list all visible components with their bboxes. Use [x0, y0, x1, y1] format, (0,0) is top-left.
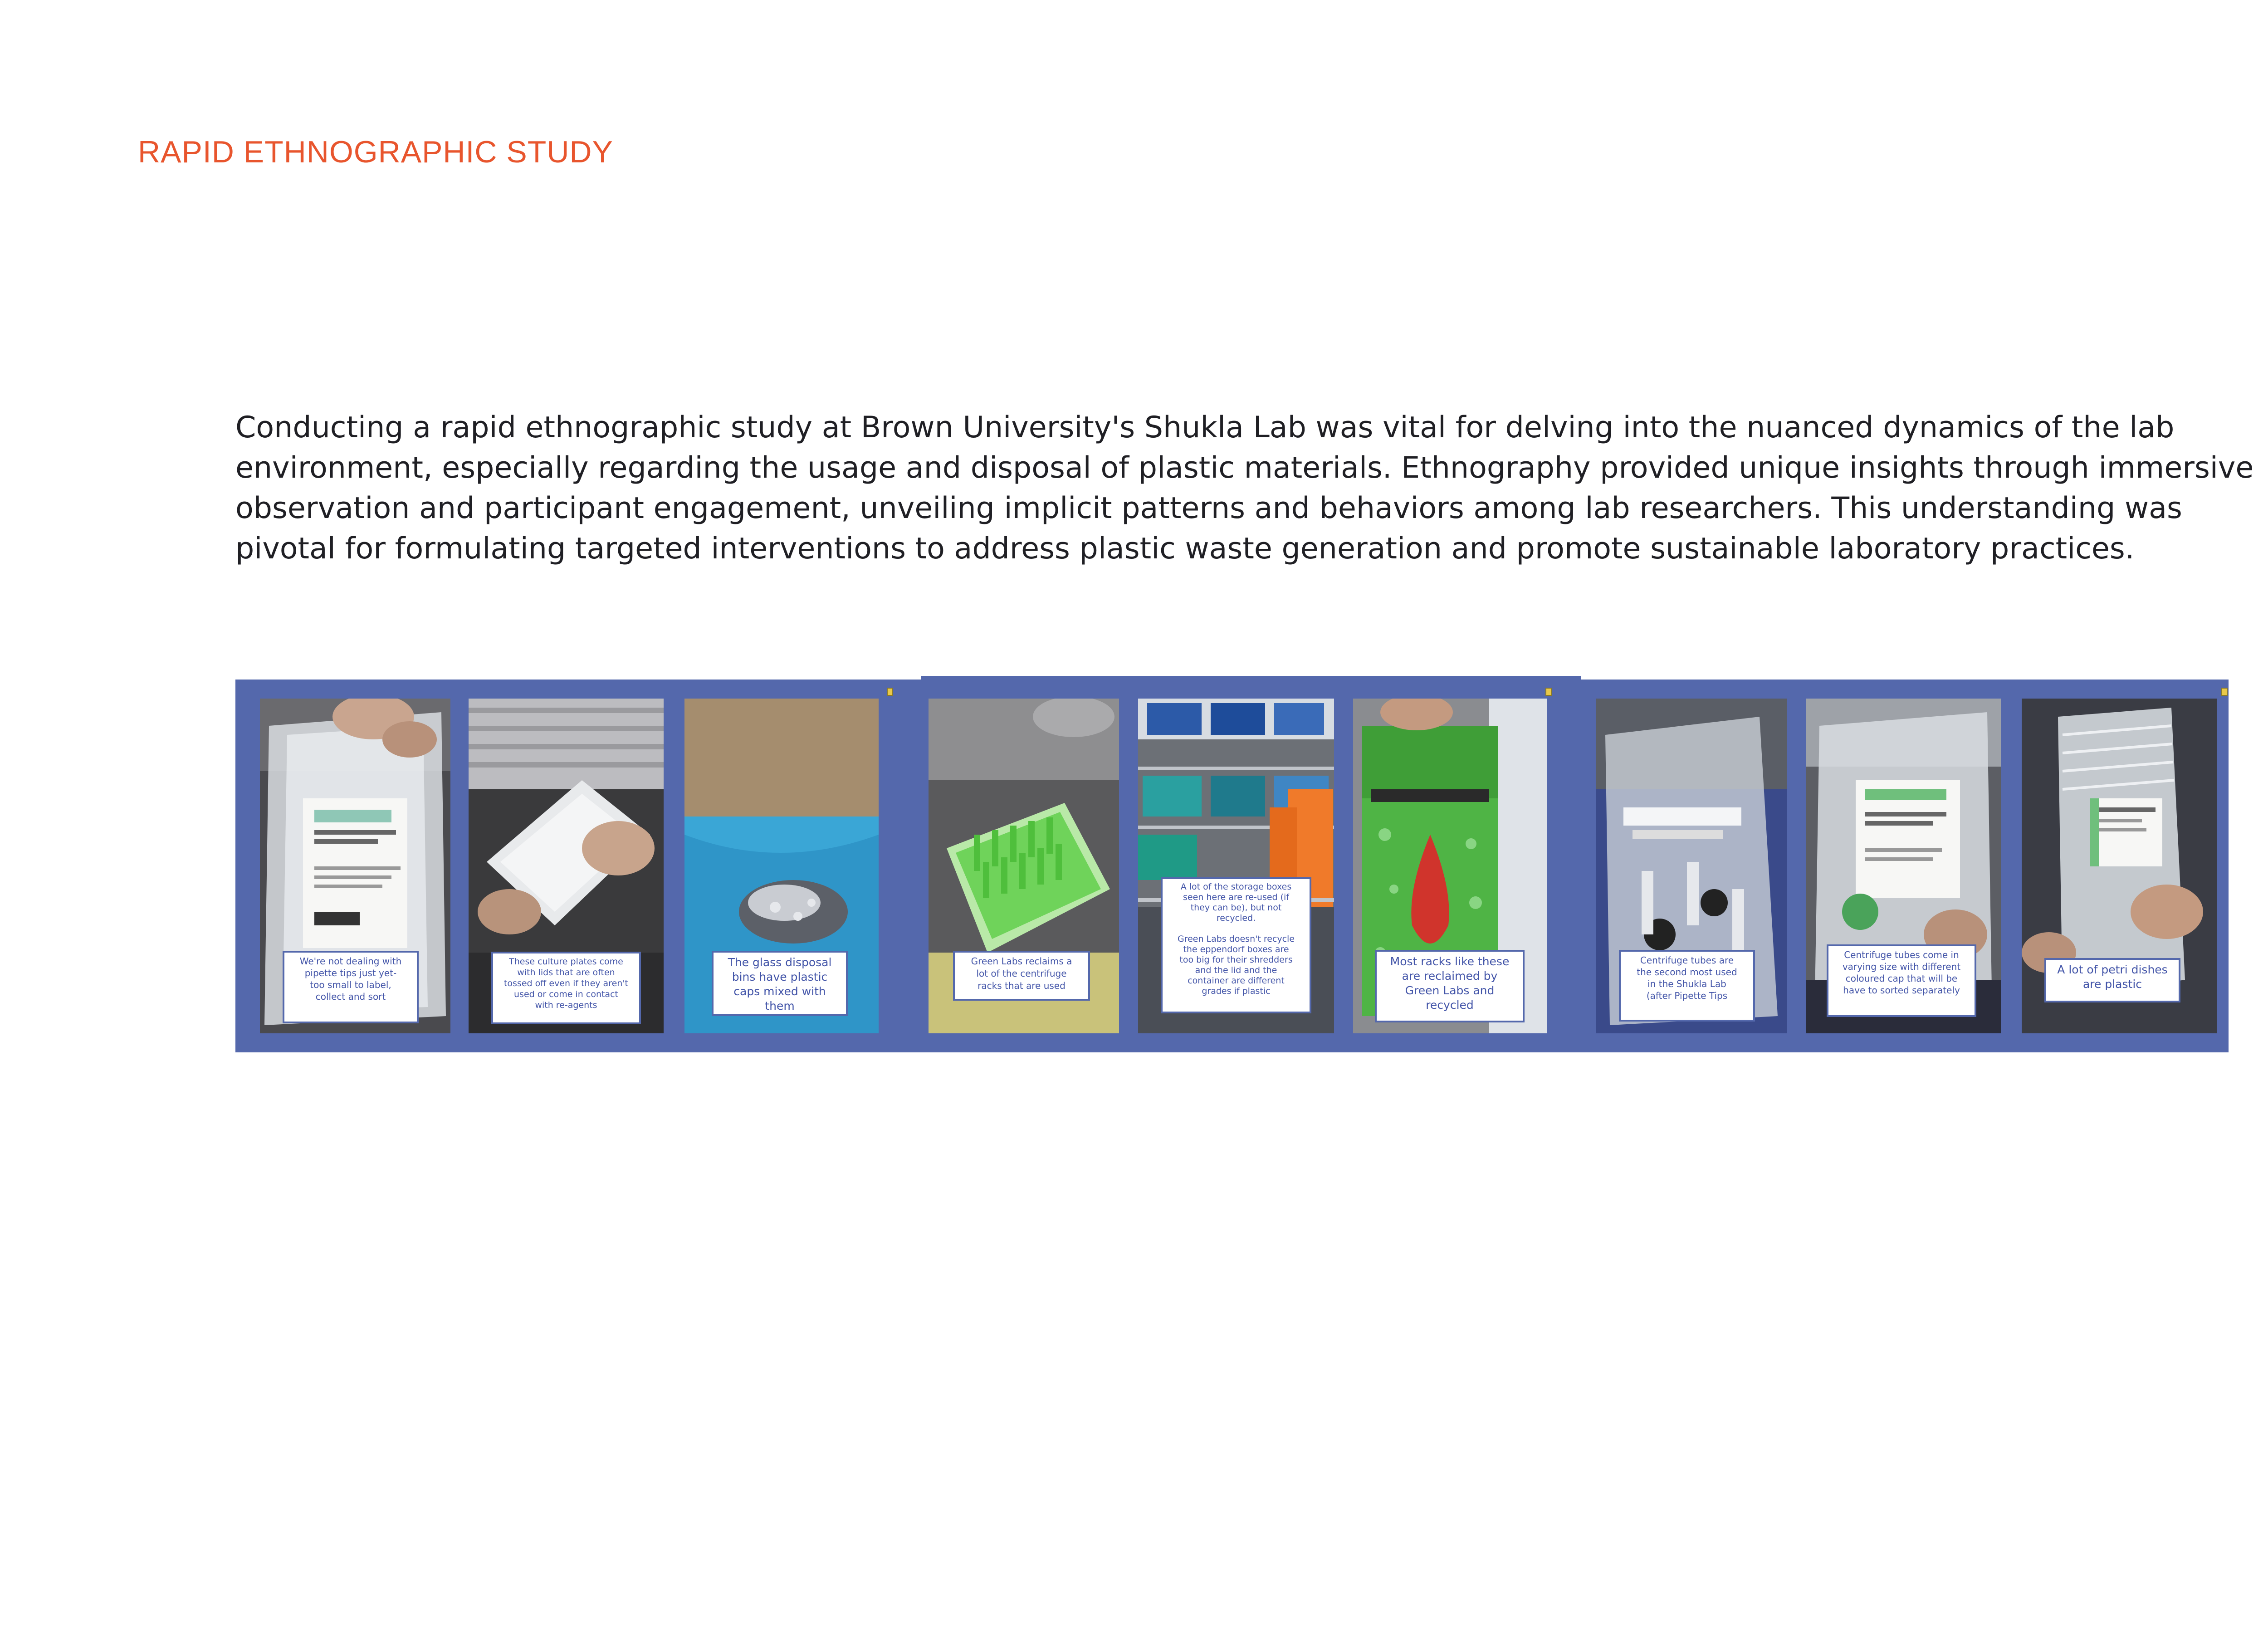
sticky-note-icon — [2221, 688, 2228, 696]
caption-glass-disposal: The glass disposal bins have plastic caps mixed with them — [712, 951, 848, 1016]
gallery-panel-tab — [921, 676, 1581, 680]
caption-pipette-tips: We're not dealing with pipette tips just yet- too small to label, collect and sort — [283, 951, 419, 1023]
sticky-note-icon — [887, 688, 893, 696]
caption-storage-boxes: A lot of the storage boxes seen here are re-used (if they can be), but not recycled. Green Labs doesn't recycle the eppendorf boxes are too big for their shredders and the lid and the container are different grades if plastic — [1161, 877, 1311, 1013]
caption-green-labs-racks: Green Labs reclaims a lot of the centrifuge racks that are used — [953, 951, 1090, 1001]
photo-gallery-strip — [235, 680, 2229, 1052]
caption-centrifuge-sizes: Centrifuge tubes come in varying size with different coloured cap that will be have to sorted separately — [1827, 944, 1976, 1017]
caption-petri-dishes: A lot of petri dishes are plastic — [2044, 958, 2180, 1002]
sticky-note-icon — [1545, 688, 1552, 696]
intro-paragraph: Conducting a rapid ethnographic study at Brown University's Shukla Lab was vital for delving into the nuanced dynamics of the lab environment, especially regarding the usage and disposal of plastic materials. Ethnography provided unique insights through immersive observation and participant engagement, unveiling implicit patterns and behaviors among lab researchers. This understanding was pivotal for formulating targeted interventions to address plastic waste generation and promote sustainable laboratory practices. — [235, 411, 2254, 566]
caption-culture-plates: These culture plates come with lids that are often tossed off even if they aren't used or come in contact with re-agents — [491, 952, 641, 1024]
caption-centrifuge-second-most: Centrifuge tubes are the second most used in the Shukla Lab (after Pipette Tips — [1619, 950, 1755, 1022]
caption-reclaimed-racks: Most racks like these are reclaimed by Green Labs and recycled — [1375, 950, 1525, 1022]
section-title: RAPID ETHNOGRAPHIC STUDY — [138, 135, 613, 169]
